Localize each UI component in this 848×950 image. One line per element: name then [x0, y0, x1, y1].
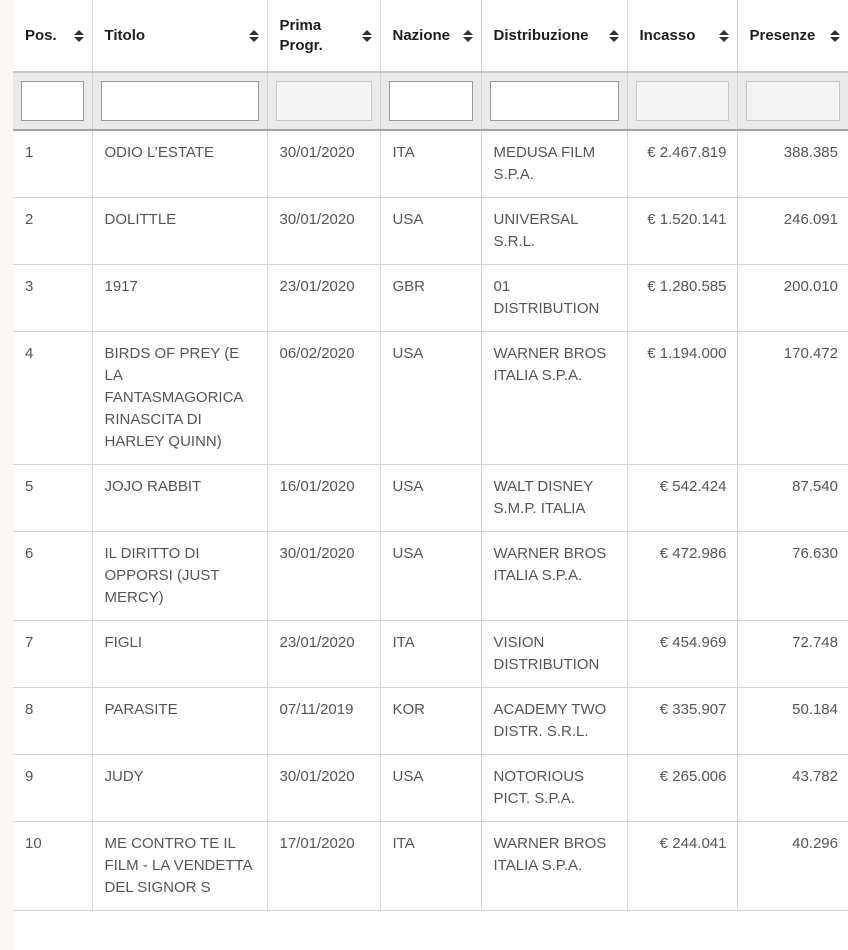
cell-presenze: 76.630	[737, 532, 848, 621]
col-header-prima-progr-label: Prima Progr.	[279, 16, 323, 54]
cell-prima: 16/01/2020	[267, 465, 380, 532]
cell-incasso: € 244.041	[627, 822, 737, 911]
sort-icon[interactable]	[609, 30, 619, 42]
col-header-incasso-label: Incasso	[639, 26, 696, 44]
cell-distribuzione: MEDUSA FILM S.P.A.	[481, 130, 627, 198]
cell-incasso: € 542.424	[627, 465, 737, 532]
cell-nazione: USA	[380, 198, 481, 265]
cell-presenze: 87.540	[737, 465, 848, 532]
cell-prima: 23/01/2020	[267, 621, 380, 688]
cell-nazione: USA	[380, 332, 481, 465]
filter-cell-incasso	[627, 72, 737, 130]
table-body	[13, 130, 848, 911]
filter-input-titolo[interactable]	[101, 81, 259, 121]
col-header-nazione[interactable]	[380, 0, 481, 72]
cell-incasso: € 335.907	[627, 688, 737, 755]
cell-pos: 9	[13, 755, 92, 822]
sort-icon[interactable]	[719, 30, 729, 42]
filter-input-distribuzione[interactable]	[490, 81, 619, 121]
col-header-prima-progr[interactable]	[267, 0, 380, 72]
col-header-nazione-label: Nazione	[392, 26, 451, 44]
filter-input-incasso	[636, 81, 729, 121]
filter-input-prima-progr	[276, 81, 372, 121]
cell-presenze: 72.748	[737, 621, 848, 688]
cell-distribuzione: WARNER BROS ITALIA S.P.A.	[481, 332, 627, 465]
cell-prima: 23/01/2020	[267, 265, 380, 332]
cell-presenze: 170.472	[737, 332, 848, 465]
cell-pos: 10	[13, 822, 92, 911]
cell-nazione: USA	[380, 755, 481, 822]
cell-titolo: BIRDS OF PREY (E LA FANTASMAGORICA RINASCITA DI HARLEY QUINN)	[92, 332, 267, 465]
cell-pos: 1	[13, 130, 92, 198]
cell-pos: 7	[13, 621, 92, 688]
col-header-titolo[interactable]	[92, 0, 267, 72]
box-office-table-container	[13, 0, 848, 911]
cell-incasso: € 472.986	[627, 532, 737, 621]
table-row	[13, 755, 848, 822]
filter-input-pos[interactable]	[21, 81, 84, 121]
filter-cell-distribuzione	[481, 72, 627, 130]
table-row	[13, 822, 848, 911]
filter-cell-prima-progr	[267, 72, 380, 130]
table-row	[13, 532, 848, 621]
cell-presenze: 40.296	[737, 822, 848, 911]
filter-cell-presenze	[737, 72, 848, 130]
cell-distribuzione: VISION DISTRIBUTION	[481, 621, 627, 688]
cell-nazione: KOR	[380, 688, 481, 755]
cell-titolo: IL DIRITTO DI OPPORSI (JUST MERCY)	[92, 532, 267, 621]
cell-pos: 3	[13, 265, 92, 332]
box-office-table	[13, 0, 848, 911]
cell-titolo: PARASITE	[92, 688, 267, 755]
sort-icon[interactable]	[74, 30, 84, 42]
cell-prima: 30/01/2020	[267, 532, 380, 621]
cell-incasso: € 265.006	[627, 755, 737, 822]
filter-input-nazione[interactable]	[389, 81, 473, 121]
cell-incasso: € 1.520.141	[627, 198, 737, 265]
cell-nazione: ITA	[380, 621, 481, 688]
col-header-distribuzione[interactable]	[481, 0, 627, 72]
cell-presenze: 50.184	[737, 688, 848, 755]
cell-titolo: ODIO L’ESTATE	[92, 130, 267, 198]
filter-cell-titolo	[92, 72, 267, 130]
filter-row	[13, 72, 848, 130]
cell-prima: 06/02/2020	[267, 332, 380, 465]
col-header-distribuzione-label: Distribuzione	[493, 26, 589, 44]
cell-pos: 2	[13, 198, 92, 265]
col-header-pos-label: Pos.	[25, 26, 57, 44]
cell-pos: 8	[13, 688, 92, 755]
cell-distribuzione: WARNER BROS ITALIA S.P.A.	[481, 822, 627, 911]
sort-icon[interactable]	[362, 30, 372, 42]
cell-presenze: 200.010	[737, 265, 848, 332]
cell-prima: 17/01/2020	[267, 822, 380, 911]
cell-titolo: ME CONTRO TE IL FILM - LA VENDETTA DEL SIGNOR S	[92, 822, 267, 911]
filter-input-presenze	[746, 81, 841, 121]
cell-presenze: 388.385	[737, 130, 848, 198]
cell-prima: 30/01/2020	[267, 130, 380, 198]
table-row	[13, 621, 848, 688]
cell-titolo: DOLITTLE	[92, 198, 267, 265]
cell-incasso: € 1.194.000	[627, 332, 737, 465]
col-header-incasso[interactable]	[627, 0, 737, 72]
table-row	[13, 688, 848, 755]
cell-titolo: JOJO RABBIT	[92, 465, 267, 532]
col-header-presenze[interactable]	[737, 0, 848, 72]
cell-nazione: USA	[380, 465, 481, 532]
cell-pos: 4	[13, 332, 92, 465]
table-row	[13, 465, 848, 532]
cell-nazione: ITA	[380, 130, 481, 198]
cell-distribuzione: WALT DISNEY S.M.P. ITALIA	[481, 465, 627, 532]
table-row	[13, 332, 848, 465]
sort-icon[interactable]	[830, 30, 840, 42]
cell-distribuzione: 01 DISTRIBUTION	[481, 265, 627, 332]
cell-nazione: USA	[380, 532, 481, 621]
filter-cell-nazione	[380, 72, 481, 130]
cell-distribuzione: WARNER BROS ITALIA S.P.A.	[481, 532, 627, 621]
header-row	[13, 0, 848, 72]
page-left-margin	[0, 0, 13, 950]
cell-titolo: FIGLI	[92, 621, 267, 688]
table-row	[13, 198, 848, 265]
col-header-pos[interactable]	[13, 0, 92, 72]
cell-distribuzione: NOTORIOUS PICT. S.P.A.	[481, 755, 627, 822]
col-header-presenze-label: Presenze	[749, 26, 816, 44]
cell-pos: 5	[13, 465, 92, 532]
table-row	[13, 130, 848, 198]
cell-prima: 30/01/2020	[267, 198, 380, 265]
sort-icon[interactable]	[249, 30, 259, 42]
cell-pos: 6	[13, 532, 92, 621]
cell-nazione: ITA	[380, 822, 481, 911]
cell-incasso: € 454.969	[627, 621, 737, 688]
cell-incasso: € 1.280.585	[627, 265, 737, 332]
cell-incasso: € 2.467.819	[627, 130, 737, 198]
cell-prima: 07/11/2019	[267, 688, 380, 755]
cell-presenze: 43.782	[737, 755, 848, 822]
cell-nazione: GBR	[380, 265, 481, 332]
cell-distribuzione: ACADEMY TWO DISTR. S.R.L.	[481, 688, 627, 755]
cell-distribuzione: UNIVERSAL S.R.L.	[481, 198, 627, 265]
cell-prima: 30/01/2020	[267, 755, 380, 822]
cell-titolo: 1917	[92, 265, 267, 332]
table-row	[13, 265, 848, 332]
filter-cell-pos	[13, 72, 92, 130]
cell-presenze: 246.091	[737, 198, 848, 265]
cell-titolo: JUDY	[92, 755, 267, 822]
col-header-titolo-label: Titolo	[104, 26, 146, 44]
sort-icon[interactable]	[463, 30, 473, 42]
